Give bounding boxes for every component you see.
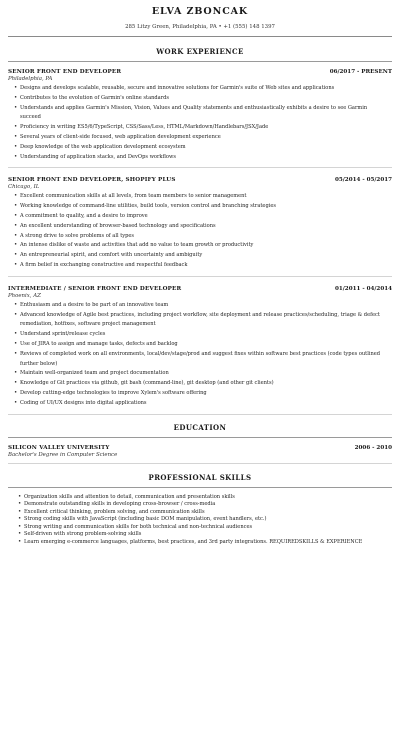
- job-title: SENIOR FRONT END DEVELOPER: [8, 69, 122, 75]
- education-entry: [8, 445, 392, 464]
- job-bullet: • Proficiency in writing ES5/6/TypeScript, CSS/Sass/Less, HTML/Markdown/Handlebars/JSX/Jade: [14, 123, 392, 133]
- job-bullet: • Reviews of completed work on all environments, local/dev/stage/prod and suggest fixes within software best practices (code types outlined further below): [14, 350, 392, 370]
- job-bullets: [8, 84, 392, 162]
- job-divider: [8, 167, 392, 168]
- skill-item: • Learn emerging e-commerce languages, platforms, best practices, and 3rd party integrations. REQUIREDSKILLS & EXPERIENCE: [18, 539, 392, 547]
- education-entry-divider: [8, 463, 392, 464]
- job-bullet: • An entrepreneurial spirit, and comfort with uncertainty and ambiguity: [14, 251, 392, 261]
- job-dates: 01/2011 - 04/2014: [334, 285, 392, 292]
- job-location: Philadelphia, PA: [8, 76, 53, 82]
- skill-item: • Strong writing and communication skills for both technical and non-technical audiences: [18, 524, 392, 532]
- job-bullet: • Contributes to the evolution of Garmin's online standards: [14, 94, 392, 104]
- job-header: [8, 286, 392, 292]
- job-bullet: • A commitment to quality, and a desire to improve: [14, 212, 392, 222]
- job-bullet: • Designs and develops scalable, reusable, secure and innovative solutions for Garmin's suite of Web sites and applications: [14, 84, 392, 94]
- job-bullet: • Enthusiasm and a desire to be part of an innovative team: [14, 301, 392, 311]
- education-heading: EDUCATION: [173, 422, 227, 432]
- job-title: SENIOR FRONT END DEVELOPER, SHOPIFY PLUS: [8, 177, 176, 184]
- job-header: [8, 177, 392, 183]
- job-bullet: • Use of JIRA to assign and manage tasks, defects and backlog: [14, 340, 392, 350]
- job-divider: [8, 414, 392, 415]
- job-bullet: • Understanding of application stacks, and DevOps workflows: [14, 153, 392, 163]
- job-entry: [8, 69, 392, 168]
- job-bullet: • Working knowledge of command-line utilities, build tools, version control and branching strategies: [14, 202, 392, 212]
- education-years: 2006 - 2010: [354, 444, 392, 451]
- job-location: Chicago, IL: [8, 184, 40, 191]
- job-bullet: • Develop cutting-edge technologies to improve Xylem's software offering: [14, 389, 392, 399]
- job-bullet: • An intense dislike of waste and activities that add no value to team growth or productivity: [14, 241, 392, 251]
- job-bullet: • A strong drive to solve problems of all types: [14, 232, 392, 242]
- job-header: [8, 69, 392, 75]
- skills-list: [12, 494, 392, 547]
- candidate-name: ELVA ZBONCAK: [151, 6, 249, 17]
- job-divider: [8, 276, 392, 277]
- header-divider: [8, 36, 392, 37]
- job-bullet: • Advanced knowledge of Agile best practices, including project workflow, site deployment and release practices/scheduling, triage & defect remediation, hotfixes, software project management: [14, 311, 392, 331]
- job-entry: [8, 177, 392, 276]
- job-bullet: • Several years of client-side focused, web application development experience: [14, 133, 392, 143]
- education-divider: [8, 437, 392, 438]
- skill-item: • Strong coding skills with JavaScript (including basic DOM manipulation, event handlers, etc.): [18, 516, 392, 524]
- job-bullet: • Excellent communication skills at all levels, from team members to senior management: [14, 192, 392, 202]
- job-dates: 05/2014 - 05/2017: [334, 177, 392, 184]
- work-experience-heading: WORK EXPERIENCE: [156, 47, 244, 56]
- job-bullet: • Deep knowledge of the web application development ecosystem: [14, 143, 392, 153]
- job-entry: [8, 286, 392, 415]
- work-experience-list: [0, 69, 400, 415]
- work-experience-divider: [8, 61, 392, 62]
- job-bullets: [8, 301, 392, 409]
- skill-item: • Organization skills and attention to detail, communication and presentation skills: [18, 494, 392, 502]
- skills-section: [12, 494, 392, 547]
- skill-item: • Demonstrate outstanding skills in developing cross-browser / cross-media: [18, 501, 392, 509]
- job-bullet: • Coding of UI/UX designs into digital applications: [14, 399, 392, 409]
- job-bullet: • Understand sprint/release cycles: [14, 330, 392, 340]
- job-location: Phoenix, AZ: [8, 292, 41, 299]
- job-title: INTERMEDIATE / SENIOR FRONT END DEVELOPER: [8, 285, 182, 292]
- job-bullet: • A firm belief in exchanging constructive and respectful feedback: [14, 261, 392, 271]
- degree: Bachelor's Degree in Computer Science: [8, 451, 118, 458]
- professional-skills-divider: [8, 487, 392, 488]
- skill-item: • Excellent critical thinking, problem solving, and communication skills: [18, 509, 392, 517]
- job-bullets: [8, 192, 392, 270]
- contact-line: 285 Litzy Green, Philadelphia, PA • +1 (555) 148 1397: [125, 24, 275, 30]
- professional-skills-heading: PROFESSIONAL SKILLS: [148, 472, 252, 482]
- job-dates: 06/2017 - PRESENT: [329, 69, 392, 75]
- job-bullet: • Knowledge of Git practices via github, git bash (command-line), git desktop (and other git clients): [14, 379, 392, 389]
- skill-item: • Self-driven with strong problem-solving skills: [18, 531, 392, 539]
- school-name: SILICON VALLEY UNIVERSITY: [8, 444, 110, 451]
- job-bullet: • An excellent understanding of browser-based technology and specifications: [14, 222, 392, 232]
- resume-header: [0, 0, 400, 30]
- job-bullet: • Maintain well-organized team and project documentation: [14, 369, 392, 379]
- job-bullet: • Understands and applies Garmin's Mission, Vision, Values and Quality statements and enthusiastically exhibits a desire to see Garmin succeed: [14, 104, 392, 124]
